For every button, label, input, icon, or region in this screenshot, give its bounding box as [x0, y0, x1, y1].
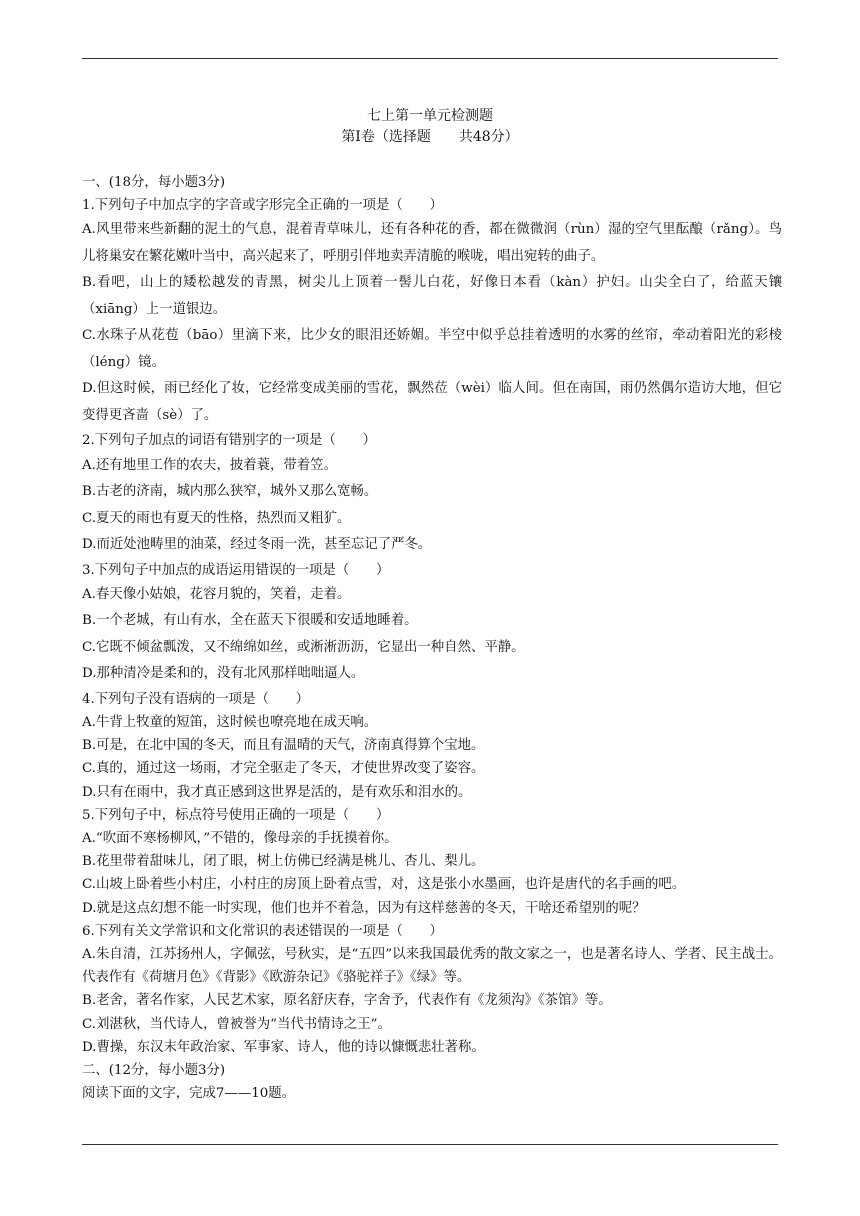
question-5-option-b: B.花里带着甜味儿，闭了眼，树上仿佛已经满是桃儿、杏儿、梨儿。 — [82, 854, 485, 870]
question-4-option-a: A.牛背上牧童的短笛，这时候也嘹亮地在成天响。 — [82, 715, 378, 731]
question-1-option-d: D.但这时候，雨已经化了妆，它经常变成美丽的雪花，飘然莅（wèi）临人间。但在南国，雨仍然偶尔造访大地，但它变得更吝啬（sè）了。 — [82, 381, 782, 423]
question-6-stem: 6.下列有关文学常识和文化常识的表述错误的一项是（ ） — [82, 923, 443, 939]
header-rule — [82, 58, 778, 59]
question-4-option-c: C.真的，通过这一场雨，才完全驱走了冬天，才使世界改变了姿容。 — [82, 761, 485, 777]
question-3-option-d: D.那种清冷是柔和的，没有北风那样咄咄逼人。 — [82, 666, 365, 682]
question-1-option-c: C.水珠子从花苞（bāo）里滴下来，比少女的眼泪还娇媚。半空中似乎总挂着透明的水雾的丝帘，牵动着阳光的彩棱（léng）镜。 — [82, 328, 782, 370]
question-2-stem: 2.下列句子加点的词语有错别字的一项是（ ） — [82, 433, 376, 449]
footer-rule — [82, 1144, 778, 1145]
question-5-option-a: A.“吹面不寒杨柳风，”不错的，像母亲的手抚摸着你。 — [82, 831, 398, 847]
question-5-option-c: C.山坡上卧着些小村庄，小村庄的房顶上卧着点雪，对，这是张小水墨画，也许是唐代的名手画的吧。 — [82, 877, 686, 893]
question-1-option-b: B.看吧，山上的矮松越发的青黑，树尖儿上顶着一髻儿白花，好像日本看（kàn）护妇。山尖全白了，给蓝天镶（xiāng）上一道银边。 — [82, 275, 782, 317]
question-5-option-d: D.就是这点幻想不能一时实现，他们也并不着急，因为有这样慈善的冬天，干啥还希望别的呢？ — [82, 900, 646, 916]
question-3-stem: 3.下列句子中加点的成语运用错误的一项是（ ） — [82, 562, 390, 578]
question-2-option-c: C.夏天的雨也有夏天的性格，热烈而又粗犷。 — [82, 510, 351, 526]
question-5-stem: 5.下列句子中，标点符号使用正确的一项是（ ） — [82, 807, 390, 823]
section-2-instruction: 阅读下面的文字，完成7——10题。 — [82, 1086, 296, 1102]
question-6-option-b: B.老舍，著名作家，人民艺术家，原名舒庆春，字舍予，代表作有《龙须沟》《茶馆》等。 — [82, 993, 612, 1009]
page-subtitle: 第Ⅰ卷（选择题 共48分） — [341, 129, 519, 145]
question-4-option-b: B.可是，在北中国的冬天，而且有温晴的天气，济南真得算个宝地。 — [82, 738, 485, 754]
question-6-option-a: A.朱自清，江苏扬州人，字佩弦，号秋实，是“五四”以来我国最优秀的散文家之一，也是著名诗人、学者、民主战士。代表作有《荷塘月色》《背影》《欧游杂记》《骆驼祥子》《绿》等。 — [82, 947, 782, 986]
question-6-option-d: D.曹操，东汉末年政治家、军事家、诗人，他的诗以慷慨悲壮著称。 — [82, 1039, 485, 1055]
question-2-option-d: D.而近处池畴里的油菜，经过冬雨一洗，甚至忘记了严冬。 — [82, 537, 432, 553]
section-1-heading: 一、(18分，每小题3分) — [82, 175, 226, 190]
question-1-stem: 1.下列句子中加点字的字音或字形完全正确的一项是（ ） — [82, 198, 443, 214]
question-6-option-c: C.刘湛秋，当代诗人，曾被誉为“当代书情诗之王”。 — [82, 1016, 391, 1032]
question-3-option-a: A.春天像小姑娘，花容月貌的，笑着，走着。 — [82, 586, 351, 602]
question-3-option-c: C.它既不倾盆瓢泼，又不绵绵如丝，或淅淅沥沥，它显出一种自然、平静。 — [82, 639, 525, 655]
question-4-option-d: D.只有在雨中，我才真正感到这世界是活的，是有欢乐和泪水的。 — [82, 784, 472, 800]
page-title: 七上第一单元检测题 — [367, 108, 493, 124]
question-1-option-a: A.风里带来些新翻的泥土的气息，混着青草味儿，还有各种花的香，都在微微润（rùn）湿的空气里酝酿（rǎng）。鸟儿将巢安在繁花嫩叶当中，高兴起来了，呼朋引伴地卖弄清脆的喉咙，唱出宛转的曲子。 — [82, 222, 782, 264]
question-4-stem: 4.下列句子没有语病的一项是（ ） — [82, 691, 310, 707]
section-2-heading: 二、(12分，每小题3分) — [82, 1063, 226, 1079]
document-body — [82, 171, 782, 1105]
question-3-option-b: B.一个老城，有山有水，全在蓝天下很暖和安适地睡着。 — [82, 613, 418, 629]
question-2-option-a: A.还有地里工作的农夫，披着蓑，带着笠。 — [82, 457, 337, 473]
question-2-option-b: B.古老的济南，城内那么狭窄，城外又那么宽畅。 — [82, 484, 378, 500]
